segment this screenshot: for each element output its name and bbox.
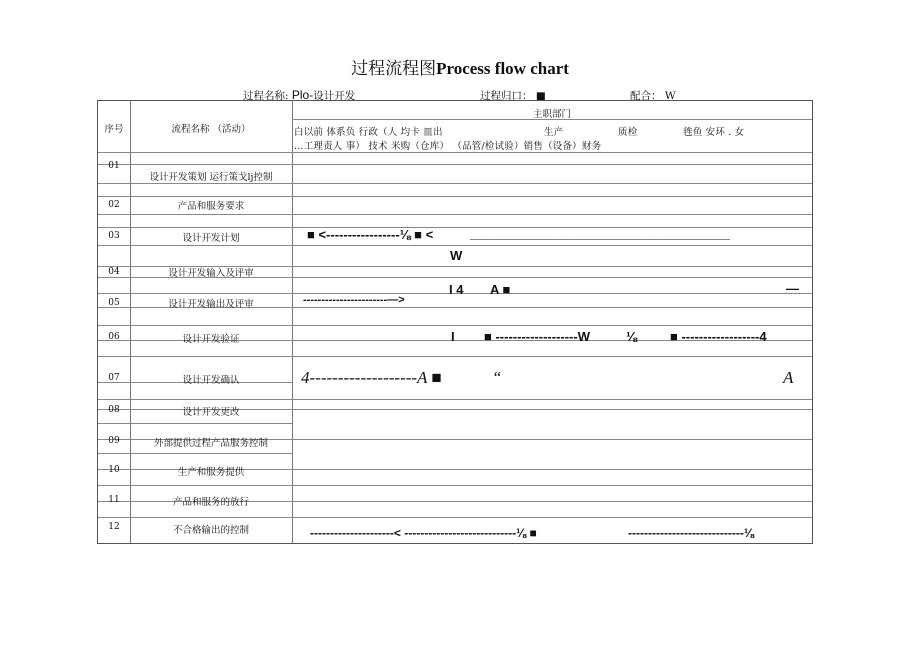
owner-label: 过程归口： — [480, 90, 533, 102]
row-sep — [98, 399, 812, 400]
page-title — [0, 54, 920, 79]
flow-table — [97, 100, 813, 544]
header-name: 流程名称 （活动） — [171, 124, 251, 135]
row-sep-left — [98, 423, 292, 424]
flow-row04-a: I 4 — [449, 282, 464, 297]
dept-line2: …工理责人 事） 技术 米购（仓库） （品管/检试验）销售（设备）财务 — [294, 141, 602, 152]
row-sep-left — [98, 453, 292, 454]
dept-line1a: 白以前 体系负 行政（人 均卡 皿出 — [294, 127, 443, 138]
row-seq: 04 — [108, 267, 120, 277]
coop-value: W — [664, 90, 676, 102]
row-sep — [98, 164, 812, 165]
row-sep — [98, 325, 812, 326]
row-name: 设计开发更改 — [182, 407, 240, 418]
flow-row12-a: ---------------------< ----------------------------⅛ ■ — [310, 526, 537, 540]
row-name: 外部提供过程产品服务控制 — [153, 438, 268, 449]
row-name: 设计开发输入及评审 — [168, 268, 254, 279]
row-seq: 08 — [108, 405, 120, 415]
flow-row06-c: ⅛ — [626, 329, 637, 344]
dept-line1c: 质检 — [618, 127, 638, 138]
row-seq: 11 — [108, 495, 120, 505]
flow-row06-a: I — [451, 329, 455, 344]
row-seq: 05 — [108, 298, 120, 308]
flow-row07-a: 4-------------------A ■ — [301, 368, 442, 387]
flow-row06-b: ■ -------------------W — [484, 329, 590, 344]
flow-row04-c: — — [786, 281, 799, 296]
header-dept-title: 主职部门 — [532, 109, 571, 120]
flow-row07-c: A — [783, 368, 794, 387]
flow-w-mark: W — [450, 248, 463, 263]
row-name: 设计开发计划 — [182, 233, 240, 244]
row-name: 设计开发确认 — [182, 375, 240, 386]
row-sep — [98, 214, 812, 215]
owner-value: ■ — [535, 90, 546, 102]
title-cn: 过程流程图 — [351, 59, 437, 79]
flow-row12-b: -----------------------------⅛ — [628, 526, 754, 540]
row-seq: 09 — [108, 436, 120, 446]
row-seq: 06 — [108, 332, 120, 342]
row-name: 生产和服务提供 — [177, 467, 245, 478]
flow-row03-line2: _____________ — [636, 226, 730, 241]
row-sep — [98, 196, 812, 197]
dept-line1b: 生产 — [544, 127, 564, 138]
row-seq: 01 — [108, 161, 120, 171]
row-name: 产品和服务要求 — [177, 201, 245, 212]
row-seq: 02 — [108, 200, 120, 210]
row-sep — [98, 152, 812, 153]
row-name: 设计开发验证 — [182, 334, 240, 345]
process-value: Plo- — [291, 88, 314, 102]
row-sep — [98, 356, 812, 357]
header-seq: 序号 — [104, 124, 124, 135]
flow-row06-d: ■ ------------------4 — [670, 329, 767, 344]
row-sep — [98, 485, 812, 486]
flow-row05-arrow: -----------------------—> — [303, 294, 405, 306]
process-value-cn: 设计开发 — [313, 90, 356, 102]
dept-line1d: 毪鱼 安环 . 女 — [683, 127, 745, 138]
row-name: 设计开发输出及评审 — [168, 299, 254, 310]
row-seq: 03 — [108, 231, 120, 241]
dept-title-divider — [292, 119, 812, 120]
process-label: 过程名称: — [243, 90, 289, 102]
row-seq: 12 — [108, 522, 120, 532]
flow-row03-line: _______________________ — [470, 226, 637, 241]
row-sep — [98, 183, 812, 184]
title-en: Process flow chart — [436, 59, 569, 78]
col-divider-name — [292, 101, 293, 543]
flow-row03-arrow: ■ <-----------------⅛ ■ < — [307, 227, 434, 242]
row-seq: 07 — [108, 373, 120, 383]
row-name: 设计开发策划 运行策戈lj控制 — [149, 172, 273, 183]
flow-row07-b: “ — [492, 368, 502, 387]
row-name: 不合格输出的控制 — [172, 525, 249, 536]
row-sep — [98, 517, 812, 518]
coop-label: 配合： — [630, 90, 662, 102]
row-name: 产品和服务的放行 — [172, 497, 249, 508]
row-seq: 10 — [108, 465, 120, 475]
flow-row04-b: A ■ — [490, 282, 511, 297]
row-sep — [98, 245, 812, 246]
